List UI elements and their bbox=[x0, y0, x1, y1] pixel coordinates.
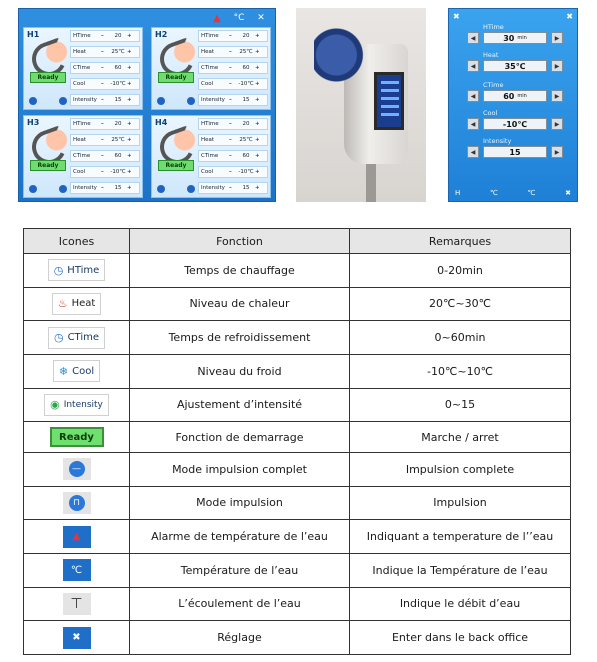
setting-row-cool bbox=[467, 117, 563, 131]
table-row bbox=[24, 621, 571, 655]
panel-id: H1 bbox=[27, 30, 40, 39]
plus-button[interactable]: + bbox=[255, 153, 260, 159]
increase-arrow-icon[interactable]: ▶ bbox=[551, 90, 563, 102]
handpiece-photo bbox=[296, 8, 426, 202]
chip-label: Cool bbox=[72, 365, 95, 377]
plus-button[interactable]: + bbox=[127, 169, 132, 175]
snowflake-icon: ❄ bbox=[58, 364, 69, 378]
decrease-arrow-icon[interactable]: ◀ bbox=[467, 146, 479, 158]
handpiece-image bbox=[158, 40, 196, 70]
param-row-htime: HTime – 20 + bbox=[198, 118, 268, 130]
remarque-cell: 0~60min bbox=[350, 321, 571, 355]
plus-button[interactable]: + bbox=[127, 185, 132, 191]
panel-id: H3 bbox=[27, 118, 40, 127]
param-row-heat: Heat – 25℃ + bbox=[70, 134, 140, 146]
footer-temp-2: ℃ bbox=[527, 189, 536, 197]
decrease-arrow-icon[interactable]: ◀ bbox=[467, 118, 479, 130]
setting-row-htime bbox=[467, 31, 563, 45]
handpiece-image bbox=[30, 40, 68, 70]
flame-icon: ♨ bbox=[57, 297, 68, 311]
remarque-cell: Enter dans le back office bbox=[350, 621, 571, 655]
plus-button[interactable]: + bbox=[127, 65, 132, 71]
plus-button[interactable]: + bbox=[255, 137, 260, 143]
setting-row-ctime bbox=[467, 89, 563, 103]
device-stand bbox=[366, 158, 376, 202]
param-row-ctime: CTime – 60 + bbox=[198, 62, 268, 74]
ready-button[interactable]: Ready bbox=[158, 72, 194, 83]
table-row bbox=[24, 453, 571, 487]
param-row-intensity: Intensity – 15 + bbox=[198, 94, 268, 106]
remarque-cell: Indique la Température de l’eau bbox=[350, 553, 571, 587]
fonction-cell: L’écoulement de l’eau bbox=[130, 587, 350, 621]
ready-button[interactable]: Ready bbox=[30, 160, 66, 171]
clock-icon: ◷ bbox=[53, 331, 64, 345]
fonction-cell: Niveau de chaleur bbox=[130, 287, 350, 321]
footer-h: H bbox=[455, 189, 461, 197]
table-row bbox=[24, 354, 571, 388]
minus-button[interactable]: – bbox=[229, 81, 232, 87]
plus-button[interactable]: + bbox=[255, 49, 260, 55]
param-row-heat: Heat – 25℃ + bbox=[198, 46, 268, 58]
remarque-cell: Marche / arret bbox=[350, 422, 571, 453]
water-alarm-icon: ▲ bbox=[63, 526, 91, 548]
minus-button[interactable]: – bbox=[101, 169, 104, 175]
table-row bbox=[24, 388, 571, 422]
remarque-cell: Impulsion complete bbox=[350, 453, 571, 487]
row-title-ctime: CTime bbox=[483, 81, 504, 89]
ready-chip: Ready bbox=[50, 427, 104, 447]
minus-button[interactable]: – bbox=[101, 49, 104, 55]
heat-chip bbox=[52, 293, 102, 315]
minus-button[interactable]: – bbox=[101, 97, 104, 103]
table-row bbox=[24, 486, 571, 520]
full-pulse-mode-icon[interactable] bbox=[157, 185, 165, 193]
minus-button[interactable]: – bbox=[101, 33, 104, 39]
settings-icon: ✖ bbox=[63, 627, 91, 649]
icon-legend-table bbox=[23, 228, 571, 655]
fonction-cell: Temps de chauffage bbox=[130, 254, 350, 288]
minus-button[interactable]: – bbox=[101, 65, 104, 71]
clock-icon: ◷ bbox=[53, 263, 64, 277]
full-pulse-mode-icon[interactable] bbox=[29, 97, 37, 105]
table-row bbox=[24, 587, 571, 621]
main-screen-topbar bbox=[209, 11, 269, 25]
increase-arrow-icon[interactable]: ▶ bbox=[551, 32, 563, 44]
remarque-cell: 0-20min bbox=[350, 254, 571, 288]
minus-button[interactable]: – bbox=[229, 65, 232, 71]
param-row-htime: HTime – 20 + bbox=[70, 118, 140, 130]
fonction-cell: Température de l’eau bbox=[130, 553, 350, 587]
table-row bbox=[24, 254, 571, 288]
increase-arrow-icon[interactable]: ▶ bbox=[551, 146, 563, 158]
ctime-chip bbox=[48, 327, 105, 349]
water-temperature-icon: ℃ bbox=[63, 559, 91, 581]
param-row-intensity: Intensity – 15 + bbox=[70, 94, 140, 106]
param-row-cool: Cool – -10℃ + bbox=[70, 78, 140, 90]
remarque-cell: Indiquant a temperature de l’’eau bbox=[350, 520, 571, 554]
panel-id: H4 bbox=[155, 118, 168, 127]
fonction-cell: Alarme de température de l’eau bbox=[130, 520, 350, 554]
chip-label: HTime bbox=[67, 264, 100, 276]
param-row-heat: Heat – 25℃ + bbox=[70, 46, 140, 58]
handpiece-image bbox=[30, 128, 68, 158]
minus-button[interactable]: – bbox=[229, 185, 232, 191]
setting-value: -10℃ bbox=[502, 119, 528, 129]
table-row bbox=[24, 422, 571, 453]
plus-button[interactable]: + bbox=[127, 49, 132, 55]
fonction-cell: Niveau du froid bbox=[130, 354, 350, 388]
plus-button[interactable]: + bbox=[255, 65, 260, 71]
minus-button[interactable]: – bbox=[229, 97, 232, 103]
handpiece-panel-h1 bbox=[23, 27, 143, 110]
water-flow-icon: ⊤ bbox=[63, 593, 91, 615]
table-row bbox=[24, 321, 571, 355]
plus-button[interactable]: + bbox=[127, 33, 132, 39]
fonction-cell: Fonction de demarrage bbox=[130, 422, 350, 453]
settings-icon[interactable]: ✖ bbox=[565, 189, 571, 197]
minus-button[interactable]: – bbox=[101, 121, 104, 127]
decrease-arrow-icon[interactable]: ◀ bbox=[467, 32, 479, 44]
htime-chip bbox=[48, 259, 106, 281]
table-header-row bbox=[24, 229, 571, 254]
pulse-mode-icon[interactable] bbox=[59, 185, 67, 193]
table-row bbox=[24, 287, 571, 321]
param-row-ctime: CTime – 60 + bbox=[70, 62, 140, 74]
settings-icon[interactable]: ✕ bbox=[257, 13, 265, 23]
remarque-cell: Indique le débit d’eau bbox=[350, 587, 571, 621]
remarque-cell: Impulsion bbox=[350, 486, 571, 520]
plus-button[interactable]: + bbox=[255, 97, 260, 103]
full-pulse-mode-icon: — bbox=[63, 458, 91, 480]
setting-unit: min bbox=[517, 93, 527, 99]
panel-id: H2 bbox=[155, 30, 168, 39]
setting-value: 60 bbox=[503, 91, 515, 101]
param-row-cool: Cool – -10℃ + bbox=[198, 166, 268, 178]
plus-button[interactable]: + bbox=[127, 121, 132, 127]
minus-button[interactable]: – bbox=[229, 137, 232, 143]
device-cap bbox=[314, 28, 370, 88]
handpiece-panel-h3 bbox=[23, 115, 143, 198]
chip-label: CTime bbox=[67, 332, 100, 344]
minus-button[interactable]: – bbox=[229, 49, 232, 55]
param-row-heat: Heat – 25℃ + bbox=[198, 134, 268, 146]
chip-label: Heat bbox=[71, 298, 96, 310]
plus-button[interactable]: + bbox=[255, 169, 260, 175]
plus-button[interactable]: + bbox=[255, 81, 260, 87]
param-row-htime: HTime – 20 + bbox=[70, 30, 140, 42]
intensity-icon: ◉ bbox=[50, 398, 60, 412]
minus-button[interactable]: – bbox=[229, 121, 232, 127]
pulse-mode-icon: ⊓ bbox=[63, 492, 91, 514]
param-row-ctime: CTime – 60 + bbox=[70, 150, 140, 162]
setting-row-intensity bbox=[467, 145, 563, 159]
setting-row-heat bbox=[467, 59, 563, 73]
plus-button[interactable]: + bbox=[127, 153, 132, 159]
plus-button[interactable]: + bbox=[127, 81, 132, 87]
remarque-cell: 20℃~30℃ bbox=[350, 287, 571, 321]
increase-arrow-icon[interactable]: ▶ bbox=[551, 60, 563, 72]
minus-button[interactable]: – bbox=[229, 169, 232, 175]
ready-button[interactable]: Ready bbox=[158, 160, 194, 171]
setting-value: 30 bbox=[503, 33, 515, 43]
remarque-cell: 0~15 bbox=[350, 388, 571, 422]
pulse-mode-icon[interactable] bbox=[187, 185, 195, 193]
minus-button[interactable]: – bbox=[229, 33, 232, 39]
row-title-intensity: Intensity bbox=[483, 137, 512, 145]
intensity-chip bbox=[44, 394, 109, 416]
handpiece-panel-h4 bbox=[151, 115, 271, 198]
pulse-mode-icon[interactable] bbox=[187, 97, 195, 105]
header-fonction: Fonction bbox=[130, 229, 350, 254]
param-row-cool: Cool – -10℃ + bbox=[198, 78, 268, 90]
param-row-htime: HTime – 20 + bbox=[198, 30, 268, 42]
close-icon[interactable]: ✖ bbox=[566, 12, 573, 21]
device-screen bbox=[374, 72, 404, 130]
small-screen-footer bbox=[455, 189, 571, 197]
param-row-ctime: CTime – 60 + bbox=[198, 150, 268, 162]
chip-label: Intensity bbox=[63, 399, 103, 410]
fonction-cell: Temps de refroidissement bbox=[130, 321, 350, 355]
plus-button[interactable]: + bbox=[255, 121, 260, 127]
pulse-mode-icon[interactable] bbox=[59, 97, 67, 105]
minus-button[interactable]: – bbox=[101, 185, 104, 191]
row-title-heat: Heat bbox=[483, 51, 499, 59]
handpiece-panel-h2 bbox=[151, 27, 271, 110]
header-icones: Icones bbox=[24, 229, 130, 254]
footer-temp-1: ℃ bbox=[489, 189, 498, 197]
fonction-cell: Réglage bbox=[130, 621, 350, 655]
minus-button[interactable]: – bbox=[101, 137, 104, 143]
minus-button[interactable]: – bbox=[101, 81, 104, 87]
ready-button[interactable]: Ready bbox=[30, 72, 66, 83]
minus-button[interactable]: – bbox=[229, 153, 232, 159]
param-row-intensity: Intensity – 15 + bbox=[198, 182, 268, 194]
setting-value: 35℃ bbox=[504, 61, 526, 71]
fonction-cell: Mode impulsion bbox=[130, 486, 350, 520]
cool-chip bbox=[53, 360, 100, 382]
setting-value: 15 bbox=[509, 147, 521, 157]
water-alarm-icon[interactable]: ▲ bbox=[213, 12, 221, 24]
decrease-arrow-icon[interactable]: ◀ bbox=[467, 90, 479, 102]
table-row bbox=[24, 520, 571, 554]
setting-unit: min bbox=[517, 35, 527, 41]
close-icon[interactable]: ✖ bbox=[453, 12, 460, 21]
param-row-intensity: Intensity – 15 + bbox=[70, 182, 140, 194]
row-title-cool: Cool bbox=[483, 109, 498, 117]
handpiece-settings-screen bbox=[448, 8, 578, 202]
plus-button[interactable]: + bbox=[255, 33, 260, 39]
full-pulse-mode-icon[interactable] bbox=[29, 185, 37, 193]
fonction-cell: Mode impulsion complet bbox=[130, 453, 350, 487]
main-control-screen bbox=[18, 8, 276, 202]
decrease-arrow-icon[interactable]: ◀ bbox=[467, 60, 479, 72]
param-row-cool: Cool – -10℃ + bbox=[70, 166, 140, 178]
table-row bbox=[24, 553, 571, 587]
temperature-label[interactable]: °C bbox=[233, 13, 245, 23]
header-remarques: Remarques bbox=[350, 229, 571, 254]
plus-button[interactable]: + bbox=[255, 185, 260, 191]
full-pulse-mode-icon[interactable] bbox=[157, 97, 165, 105]
increase-arrow-icon[interactable]: ▶ bbox=[551, 118, 563, 130]
minus-button[interactable]: – bbox=[101, 153, 104, 159]
remarque-cell: -10℃~10℃ bbox=[350, 354, 571, 388]
plus-button[interactable]: + bbox=[127, 137, 132, 143]
handpiece-image bbox=[158, 128, 196, 158]
row-title-htime: HTime bbox=[483, 23, 504, 31]
plus-button[interactable]: + bbox=[127, 97, 132, 103]
fonction-cell: Ajustement d’intensité bbox=[130, 388, 350, 422]
